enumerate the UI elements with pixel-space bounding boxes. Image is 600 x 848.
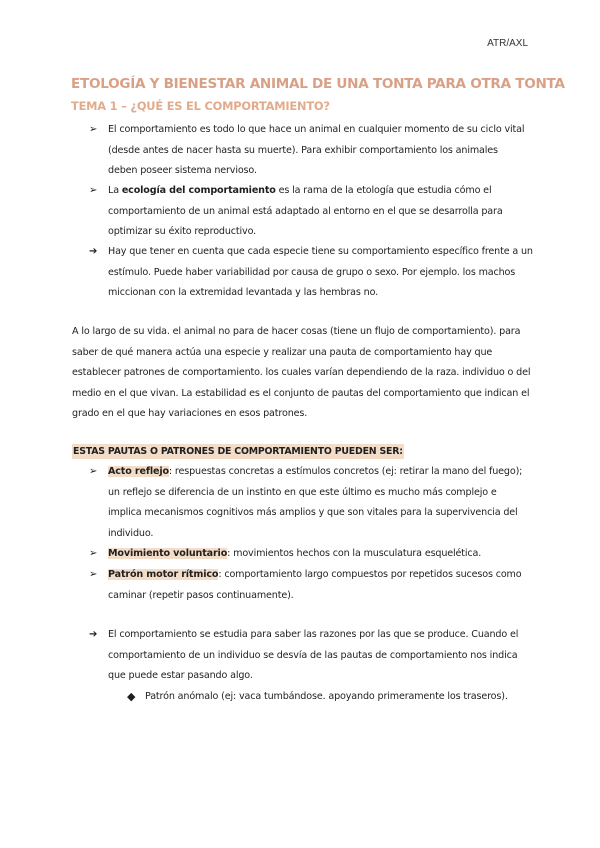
section-heading: ESTAS PAUTAS O PATRONES DE COMPORTAMIENTO PUEDEN SER: <box>73 446 403 457</box>
right-arrow-bullet-icon: ➔ <box>89 246 98 257</box>
bullet-item-species: Hay que tener en cuenta que cada especie tiene su comportamiento específico frente a un estímulo. Puede haber variabilidad por causa de grupo o sexo. Por ejemplo. los machos miccionan con la extremidad levantada y las hembras no. <box>108 246 533 298</box>
term-movimiento-voluntario: Movimiento voluntario <box>108 548 228 559</box>
pattern-item-reflex: Acto reflejo: respuestas concretas a estímulos concretos (ej: retirar la mano del fuego); un reflejo se diferencia de un instinto en que este último es mucho más complejo e implica mecanismos cognitivos más amplios y que son vitales para la supervivencia del individuo. <box>108 466 523 539</box>
arrowhead-bullet-icon: ➢ <box>89 569 98 580</box>
body-paragraph: A lo largo de su vida. el animal no para de hacer cosas (tiene un flujo de comportamiento). para saber de qué manera actúa una especie y realizar una pauta de comportamiento hay que establecer patrones de comportamiento. los cuales varían dependiendo de la raza. individuo o del medio en el que vivan. La estabilidad es el conjunto de pautas del comportamiento que indican el grado en el que hay variaciones en esos patrones. <box>72 326 531 419</box>
diamond-bullet-icon: ◆ <box>127 690 136 703</box>
term-acto-reflejo: Acto reflejo <box>108 466 169 477</box>
bullet-item-definition <box>108 120 528 182</box>
term-ecologia: ecología del comportamiento <box>121 185 276 196</box>
pattern-item-rhythmic: Patrón motor rítmico: comportamiento largo compuestos por repetidos sucesos como caminar (repetir pasos continuamente). <box>108 569 522 601</box>
arrowhead-bullet-icon: ➢ <box>89 124 98 135</box>
arrowhead-bullet-icon: ➢ <box>89 185 98 196</box>
arrowhead-bullet-icon: ➢ <box>89 466 98 477</box>
sub-bullet-item: Patrón anómalo (ej: vaca tumbándose. apoyando primeramente los traseros). <box>145 691 508 702</box>
closing-bullet-item: El comportamiento se estudia para saber las razones por las que se produce. Cuando el comportamiento de un individuo se desvía de las pautas de comportamiento nos indica que puede estar pasando algo. <box>108 629 519 681</box>
pattern-item-voluntary: Movimiento voluntario: movimientos hechos con la musculatura esquelética. <box>108 548 482 559</box>
document-subtitle: TEMA 1 – ¿QUÉ ES EL COMPORTAMIENTO? <box>71 99 330 113</box>
term-patron-motor-ritmico: Patrón motor rítmico <box>108 569 219 580</box>
right-arrow-bullet-icon: ➔ <box>89 629 98 640</box>
document-title: ETOLOGÍA Y BIENESTAR ANIMAL DE UNA TONTA PARA OTRA TONTA <box>71 76 565 92</box>
bullet-text: El comportamiento es todo lo que hace un animal en cualquier momento de su ciclo vital (desde antes de nacer hasta su muerte). Para exhibir comportamiento los animales deben poseer sistema nervioso. <box>108 124 525 176</box>
bullet-item-ecology: La ecología del comportamiento es la rama de la etología que estudia cómo el comportamiento de un animal está adaptado al entorno en el que se desarrolla para optimizar su éxito reproductivo. <box>108 185 503 237</box>
arrowhead-bullet-icon: ➢ <box>89 548 98 559</box>
header-reference: ATR/AXL <box>487 38 528 49</box>
